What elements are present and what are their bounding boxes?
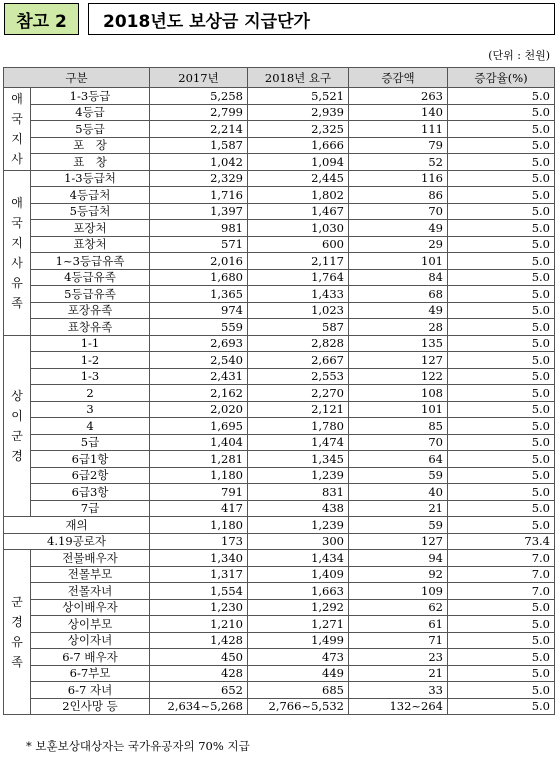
table-cell: 2,325 <box>248 121 349 138</box>
table-cell: 5.0 <box>448 269 555 286</box>
table-cell: 263 <box>349 88 448 105</box>
table-cell: 5.0 <box>448 517 555 534</box>
table-cell: 1,680 <box>150 269 248 286</box>
table-cell: 1,764 <box>248 269 349 286</box>
table-cell: 791 <box>150 484 248 501</box>
group-label-char: 사 <box>11 255 23 270</box>
table-cell: 127 <box>349 352 448 369</box>
table-cell: 1,271 <box>248 616 349 633</box>
table-cell: 5.0 <box>448 484 555 501</box>
row-label: 4.19공로자 <box>4 533 150 550</box>
table-row <box>4 401 555 418</box>
table-cell: 33 <box>349 682 448 699</box>
table-cell: 449 <box>248 665 349 682</box>
table-cell: 21 <box>349 665 448 682</box>
table-row <box>4 632 555 649</box>
table-cell: 84 <box>349 269 448 286</box>
table-row <box>4 170 555 187</box>
table-row <box>4 154 555 171</box>
group-label-char: 지 <box>11 131 23 146</box>
table-row <box>4 253 555 270</box>
table-row <box>4 484 555 501</box>
group-label-char: 이 <box>11 408 23 423</box>
group-label-char: 국 <box>11 215 23 230</box>
unit-note: (단위 : 천원) <box>488 49 550 62</box>
table-cell: 2,766~5,532 <box>248 698 349 715</box>
table-row <box>4 434 555 451</box>
table-cell: 2,634~5,268 <box>150 698 248 715</box>
table-cell: 5,258 <box>150 88 248 105</box>
table-row <box>4 137 555 154</box>
row-label: 전몰자녀 <box>31 583 150 600</box>
table-cell: 5.0 <box>448 335 555 352</box>
row-label: 6-7부모 <box>31 665 150 682</box>
table-cell: 85 <box>349 418 448 435</box>
table-row <box>4 203 555 220</box>
group-label <box>4 170 31 335</box>
table-row <box>4 286 555 303</box>
row-label: 1~3등급유족 <box>31 253 150 270</box>
table-cell: 70 <box>349 434 448 451</box>
table-cell: 1,281 <box>150 451 248 468</box>
page-title: 2018년도 보상금 지급단가 <box>88 3 555 35</box>
row-label: 6-7 자녀 <box>31 682 150 699</box>
table-cell: 2,329 <box>150 170 248 187</box>
table-cell: 5.0 <box>448 632 555 649</box>
table-cell: 2,693 <box>150 335 248 352</box>
reference-tag: 참고 2 <box>4 3 79 35</box>
table-row <box>4 269 555 286</box>
table-cell: 600 <box>248 236 349 253</box>
group-label-char: 족 <box>11 655 23 669</box>
table-cell: 92 <box>349 566 448 583</box>
table-cell: 2,020 <box>150 401 248 418</box>
table-cell: 70 <box>349 203 448 220</box>
footnote: * 보훈보상대상자는 국가유공자의 70% 지급 <box>26 739 250 753</box>
row-label: 포장유족 <box>31 302 150 319</box>
group-label-char: 애 <box>11 91 23 106</box>
row-label: 1-2 <box>31 352 150 369</box>
group-label-char: 유 <box>11 275 23 290</box>
table-cell: 1,666 <box>248 137 349 154</box>
table-cell: 1,409 <box>248 566 349 583</box>
table-row <box>4 121 555 138</box>
table-cell: 5.0 <box>448 500 555 517</box>
group-label-char: 애 <box>11 195 23 210</box>
table-cell: 428 <box>150 665 248 682</box>
table-row <box>4 236 555 253</box>
table-row <box>4 665 555 682</box>
column-header: 구분 <box>4 68 150 88</box>
table-cell: 1,023 <box>248 302 349 319</box>
table-cell: 981 <box>150 220 248 237</box>
table-row <box>4 583 555 600</box>
table-cell: 64 <box>349 451 448 468</box>
table-cell: 1,695 <box>150 418 248 435</box>
table-cell: 1,180 <box>150 517 248 534</box>
table-row <box>4 418 555 435</box>
table-cell: 450 <box>150 649 248 666</box>
table-row <box>4 517 555 534</box>
table-cell: 2,939 <box>248 104 349 121</box>
group-label-char: 경 <box>11 448 23 463</box>
table-row <box>4 319 555 336</box>
table-row <box>4 187 555 204</box>
table-cell: 1,042 <box>150 154 248 171</box>
table-cell: 2,667 <box>248 352 349 369</box>
row-label: 1-3 <box>31 368 150 385</box>
table-cell: 5.0 <box>448 121 555 138</box>
table-cell: 2,162 <box>150 385 248 402</box>
table-row <box>4 467 555 484</box>
row-label: 6급1항 <box>31 451 150 468</box>
row-label: 4등급유족 <box>31 269 150 286</box>
table-cell: 5.0 <box>448 434 555 451</box>
table-cell: 5.0 <box>448 203 555 220</box>
table-cell: 5.0 <box>448 649 555 666</box>
row-label: 4 <box>31 418 150 435</box>
table-cell: 5.0 <box>448 253 555 270</box>
table-cell: 1,780 <box>248 418 349 435</box>
row-label: 재의 <box>4 517 150 534</box>
row-label: 1-1 <box>31 335 150 352</box>
row-label: 표 창 <box>31 154 150 171</box>
table-cell: 1,428 <box>150 632 248 649</box>
table-cell: 1,180 <box>150 467 248 484</box>
table-cell: 111 <box>349 121 448 138</box>
table-cell: 5.0 <box>448 467 555 484</box>
row-label: 2 <box>31 385 150 402</box>
table-cell: 300 <box>248 533 349 550</box>
row-label: 상이부모 <box>31 616 150 633</box>
table-row <box>4 566 555 583</box>
table-cell: 1,663 <box>248 583 349 600</box>
column-header: 증감율(%) <box>448 68 555 88</box>
row-label: 6급3항 <box>31 484 150 501</box>
table-cell: 1,404 <box>150 434 248 451</box>
table-cell: 73.4 <box>448 533 555 550</box>
row-label: 5등급 <box>31 121 150 138</box>
group-label-char: 국 <box>11 111 23 126</box>
table-cell: 559 <box>150 319 248 336</box>
table-cell: 1,340 <box>150 550 248 567</box>
table-cell: 652 <box>150 682 248 699</box>
table-body <box>4 88 555 715</box>
group-label <box>4 550 31 715</box>
table-cell: 2,016 <box>150 253 248 270</box>
table-cell: 7.0 <box>448 550 555 567</box>
table-cell: 23 <box>349 649 448 666</box>
row-label: 4등급처 <box>31 187 150 204</box>
table-cell: 1,317 <box>150 566 248 583</box>
table-cell: 122 <box>349 368 448 385</box>
table-cell: 1,210 <box>150 616 248 633</box>
group-label <box>4 335 31 517</box>
table-cell: 101 <box>349 401 448 418</box>
table-cell: 2,828 <box>248 335 349 352</box>
table-header-row <box>4 68 555 88</box>
table-cell: 5.0 <box>448 220 555 237</box>
table-cell: 5.0 <box>448 137 555 154</box>
group-label-char: 상 <box>11 388 23 403</box>
table-cell: 1,554 <box>150 583 248 600</box>
column-header: 증감액 <box>349 68 448 88</box>
table-cell: 49 <box>349 302 448 319</box>
table-row <box>4 533 555 550</box>
table-cell: 68 <box>349 286 448 303</box>
table-cell: 2,553 <box>248 368 349 385</box>
row-label: 3 <box>31 401 150 418</box>
table-cell: 109 <box>349 583 448 600</box>
table-cell: 5.0 <box>448 385 555 402</box>
table-cell: 1,716 <box>150 187 248 204</box>
table-cell: 1,239 <box>248 467 349 484</box>
table-cell: 7.0 <box>448 566 555 583</box>
row-label: 4등급 <box>31 104 150 121</box>
table-cell: 2,117 <box>248 253 349 270</box>
table-cell: 2,121 <box>248 401 349 418</box>
table-cell: 5.0 <box>448 154 555 171</box>
table-cell: 5.0 <box>448 665 555 682</box>
table-cell: 5.0 <box>448 418 555 435</box>
table-cell: 1,292 <box>248 599 349 616</box>
row-label: 6급2항 <box>31 467 150 484</box>
table-row <box>4 550 555 567</box>
table-row <box>4 500 555 517</box>
table-cell: 101 <box>349 253 448 270</box>
table-cell: 2,445 <box>248 170 349 187</box>
table-cell: 1,474 <box>248 434 349 451</box>
table-cell: 1,239 <box>248 517 349 534</box>
table-cell: 29 <box>349 236 448 253</box>
compensation-table <box>3 67 555 715</box>
table-cell: 5.0 <box>448 401 555 418</box>
table-cell: 5,521 <box>248 88 349 105</box>
table-cell: 59 <box>349 517 448 534</box>
table-cell: 5.0 <box>448 319 555 336</box>
table-row <box>4 385 555 402</box>
group-label-char: 사 <box>11 151 23 166</box>
table-cell: 1,094 <box>248 154 349 171</box>
table-cell: 127 <box>349 533 448 550</box>
table-cell: 438 <box>248 500 349 517</box>
table-cell: 5.0 <box>448 698 555 715</box>
table-row <box>4 368 555 385</box>
table-cell: 974 <box>150 302 248 319</box>
table-cell: 1,499 <box>248 632 349 649</box>
table-cell: 71 <box>349 632 448 649</box>
table-cell: 2,540 <box>150 352 248 369</box>
table-cell: 5.0 <box>448 104 555 121</box>
table-cell: 1,397 <box>150 203 248 220</box>
table-row <box>4 104 555 121</box>
table-cell: 59 <box>349 467 448 484</box>
table-row <box>4 352 555 369</box>
row-label: 5등급유족 <box>31 286 150 303</box>
row-label: 포 장 <box>31 137 150 154</box>
table-cell: 28 <box>349 319 448 336</box>
table-cell: 1,345 <box>248 451 349 468</box>
table-cell: 5.0 <box>448 599 555 616</box>
table-cell: 2,431 <box>150 368 248 385</box>
table-cell: 587 <box>248 319 349 336</box>
table-cell: 5.0 <box>448 352 555 369</box>
table-cell: 52 <box>349 154 448 171</box>
table-cell: 79 <box>349 137 448 154</box>
table-cell: 571 <box>150 236 248 253</box>
table-cell: 49 <box>349 220 448 237</box>
table-cell: 1,802 <box>248 187 349 204</box>
group-label-char: 군 <box>11 595 23 609</box>
table-cell: 86 <box>349 187 448 204</box>
table-cell: 2,270 <box>248 385 349 402</box>
row-label: 6-7 배우자 <box>31 649 150 666</box>
table-cell: 2,799 <box>150 104 248 121</box>
table-cell: 94 <box>349 550 448 567</box>
table-cell: 831 <box>248 484 349 501</box>
table-cell: 132~264 <box>349 698 448 715</box>
row-label: 상이자녀 <box>31 632 150 649</box>
table-row <box>4 649 555 666</box>
table-cell: 116 <box>349 170 448 187</box>
table-row <box>4 220 555 237</box>
column-header: 2017년 <box>150 68 248 88</box>
table-cell: 1,230 <box>150 599 248 616</box>
table-cell: 173 <box>150 533 248 550</box>
table-cell: 2,214 <box>150 121 248 138</box>
group-label-char: 경 <box>11 615 23 629</box>
row-label: 7급 <box>31 500 150 517</box>
table-cell: 5.0 <box>448 682 555 699</box>
table-cell: 5.0 <box>448 187 555 204</box>
table-cell: 1,467 <box>248 203 349 220</box>
table-cell: 473 <box>248 649 349 666</box>
row-label: 1-3등급처 <box>31 170 150 187</box>
row-label: 표창유족 <box>31 319 150 336</box>
table-cell: 417 <box>150 500 248 517</box>
table-row <box>4 682 555 699</box>
row-label: 전몰배우자 <box>31 550 150 567</box>
group-label-char: 지 <box>11 235 23 250</box>
table-cell: 5.0 <box>448 451 555 468</box>
row-label: 5등급처 <box>31 203 150 220</box>
group-label-char: 군 <box>11 428 23 443</box>
table-cell: 135 <box>349 335 448 352</box>
row-label: 상이배우자 <box>31 599 150 616</box>
table-cell: 1,030 <box>248 220 349 237</box>
table-cell: 1,434 <box>248 550 349 567</box>
table-cell: 61 <box>349 616 448 633</box>
table-cell: 685 <box>248 682 349 699</box>
table-cell: 40 <box>349 484 448 501</box>
table-cell: 1,433 <box>248 286 349 303</box>
table-cell: 21 <box>349 500 448 517</box>
table-cell: 5.0 <box>448 170 555 187</box>
table-cell: 5.0 <box>448 616 555 633</box>
table-cell: 140 <box>349 104 448 121</box>
table-cell: 5.0 <box>448 302 555 319</box>
table-cell: 1,365 <box>150 286 248 303</box>
table-row <box>4 451 555 468</box>
table-cell: 108 <box>349 385 448 402</box>
group-label-char: 유 <box>11 635 23 649</box>
row-label: 1-3등급 <box>31 88 150 105</box>
row-label: 표창처 <box>31 236 150 253</box>
table-cell: 1,587 <box>150 137 248 154</box>
header <box>4 3 555 35</box>
table-cell: 62 <box>349 599 448 616</box>
table-cell: 7.0 <box>448 583 555 600</box>
table-cell: 5.0 <box>448 368 555 385</box>
row-label: 포장처 <box>31 220 150 237</box>
table-row <box>4 698 555 715</box>
table-row <box>4 335 555 352</box>
table-row <box>4 88 555 105</box>
table-cell: 5.0 <box>448 88 555 105</box>
table-row <box>4 616 555 633</box>
table-cell: 5.0 <box>448 236 555 253</box>
column-header: 2018년 요구 <box>248 68 349 88</box>
row-label: 2인사망 등 <box>31 698 150 715</box>
table-row <box>4 302 555 319</box>
table-row <box>4 599 555 616</box>
row-label: 전몰부모 <box>31 566 150 583</box>
group-label <box>4 88 31 171</box>
table-cell: 5.0 <box>448 286 555 303</box>
group-label-char: 족 <box>11 295 23 310</box>
row-label: 5급 <box>31 434 150 451</box>
